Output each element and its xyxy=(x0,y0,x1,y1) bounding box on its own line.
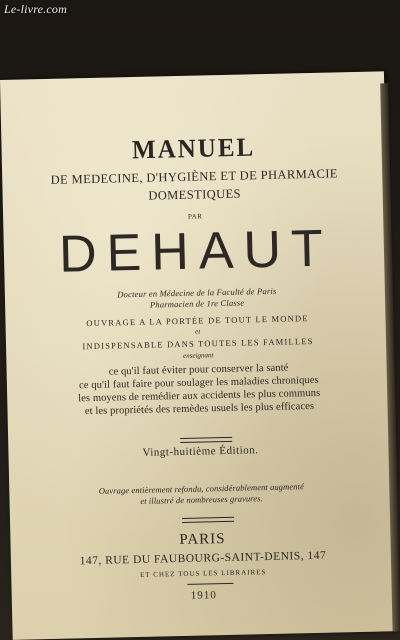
list-item: ce qu'il faut faire pour soulager les maladies chroniques xyxy=(78,374,319,392)
teachings-list xyxy=(7,359,392,420)
rule-divider xyxy=(187,583,233,585)
author-credential-1: Docteur en Médecine de la Faculté de Paris xyxy=(117,285,277,300)
publication-year: 1910 xyxy=(190,589,217,602)
cover-subtitle-line-1: DE MEDECINE, D'HYGIÈNE ET DE PHARMACIE xyxy=(50,166,339,187)
revision-note xyxy=(9,479,393,510)
cover-par: PAR xyxy=(187,212,203,221)
list-item: et les propriétés des remèdes usuels les plus efficaces xyxy=(84,400,315,418)
audience-line-2: INDISPENSABLE DANS TOUTES LES FAMILLES xyxy=(82,335,314,352)
edition-label: Vingt-huitième Édition. xyxy=(142,444,259,459)
cover-title: MANUEL xyxy=(131,133,256,165)
audience-et: et xyxy=(195,327,201,336)
book-cover xyxy=(0,71,397,640)
audience-line-1: OUVRAGE A LA PORTÉE DE TOUT LE MONDE xyxy=(86,313,309,329)
list-item: ce qu'il faut éviter pour conserver la santé xyxy=(108,362,289,378)
revision-note-line-2: et illustré de nombreuses gravures. xyxy=(140,493,263,506)
publisher-city: PARIS xyxy=(179,531,226,549)
author-credential-2: Pharmacien de 1re Classe xyxy=(149,297,245,310)
publisher-libraires: ET CHEZ TOUS LES LIBRAIRES xyxy=(140,568,267,579)
cover-author: DEHAUT xyxy=(58,219,334,284)
watermark-logo: Le-livre.com xyxy=(4,2,67,16)
list-item: les moyens de remédier aux accidents les plus communs xyxy=(78,387,321,405)
ornament-divider xyxy=(182,517,234,523)
ornament-divider xyxy=(180,437,232,443)
enseignant-label: enseignant xyxy=(183,351,214,360)
revision-note-line-1: Ouvrage entièrement refondu, considérablement augmenté xyxy=(98,481,305,496)
cover-subtitle-line-2: DOMESTIQUES xyxy=(148,186,242,203)
publisher-address: 147, RUE DU FAUBOURG-SAINT-DENIS, 147 xyxy=(79,549,327,568)
